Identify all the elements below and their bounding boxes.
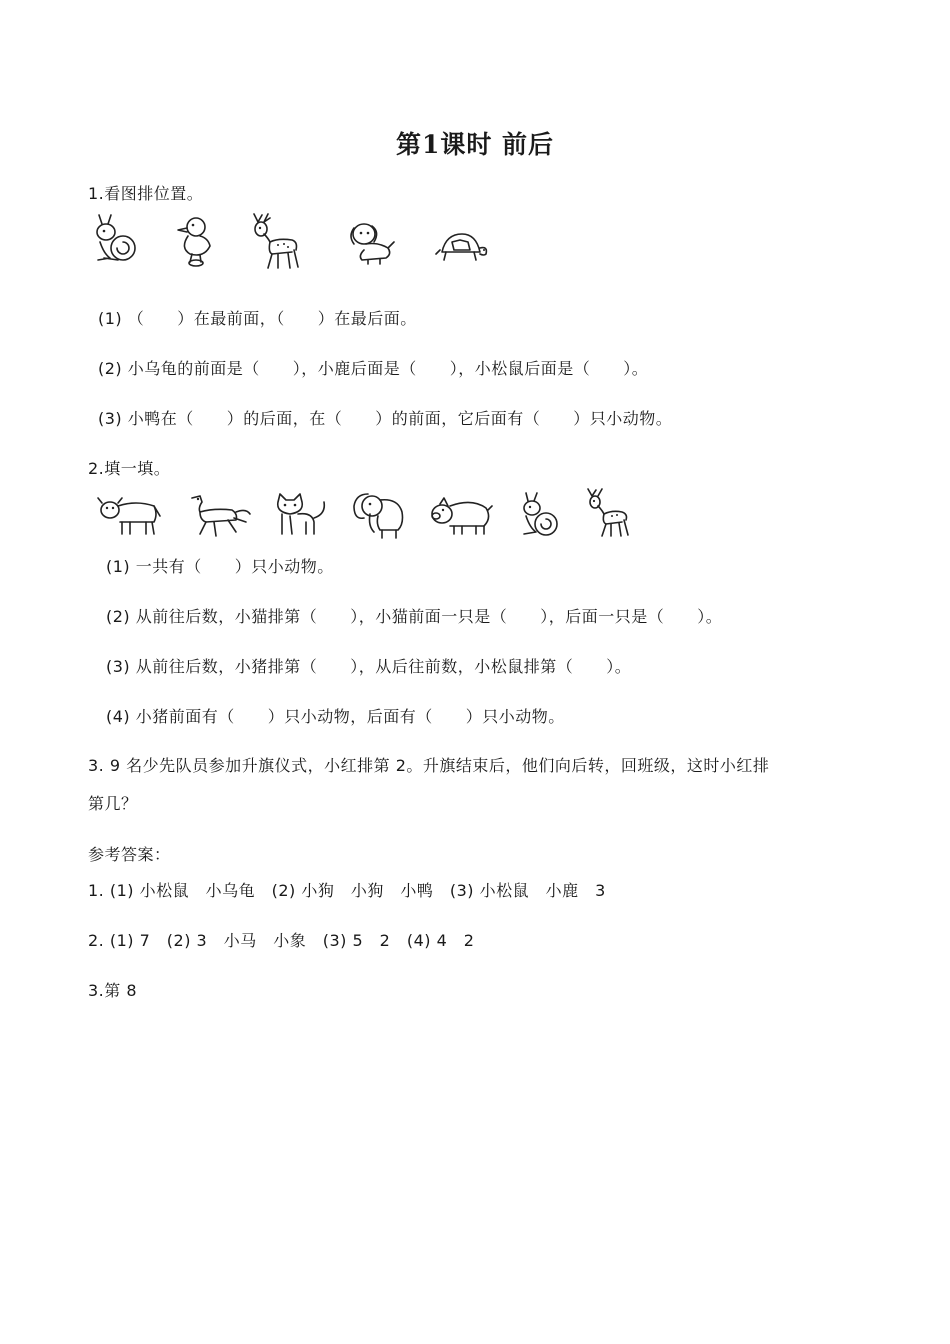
question-2-item-2: (2) 从前往后数，小猫排第（ ），小猫前面一只是（ ），后面一只是（ ）。	[106, 607, 723, 626]
cat-icon	[272, 494, 328, 540]
horse-icon	[186, 492, 252, 540]
cow-icon	[96, 492, 162, 538]
pig-icon	[428, 494, 494, 538]
question-3-line-1: 3. 9 名少先队员参加升旗仪式，小红排第 2。升旗结束后，他们向后转，回班级，这时小红排	[88, 756, 770, 775]
squirrel-icon	[90, 212, 140, 266]
answers-heading: 参考答案：	[88, 845, 171, 864]
answer-3: 3.第 8	[88, 981, 138, 1000]
answer-1: 1. (1) 小松鼠 小乌龟 (2) 小狗 小狗 小鸭 (3) 小松鼠 小鹿 3	[88, 881, 606, 900]
turtle-icon	[436, 228, 488, 264]
squirrel-icon	[518, 490, 562, 540]
page-title: 第1课时 前后	[395, 130, 555, 159]
deer-icon	[248, 212, 304, 270]
deer-icon	[584, 488, 632, 538]
question-2-item-1: (1) 一共有（ ）只小动物。	[106, 557, 334, 576]
question-1-heading: 1.看图排位置。	[88, 184, 204, 203]
answer-2: 2. (1) 7 (2) 3 小马 小象 (3) 5 2 (4) 4 2	[88, 931, 475, 950]
question-1-item-2: (2) 小乌龟的前面是（ ），小鹿后面是（ ），小松鼠后面是（ ）。	[98, 359, 649, 378]
dog-icon	[348, 220, 396, 264]
question-2-item-3: (3) 从前往后数，小猪排第（ ），从后往前数，小松鼠排第（ ）。	[106, 657, 632, 676]
question-2-heading: 2.填一填。	[88, 459, 171, 478]
duck-icon	[174, 214, 216, 268]
question-1-item-1: (1) （ ）在最前面，（ ）在最后面。	[98, 309, 417, 328]
question-3-line-2: 第几？	[88, 794, 138, 813]
question-2-item-4: (4) 小猪前面有（ ）只小动物，后面有（ ）只小动物。	[106, 707, 565, 726]
question-1-item-3: (3) 小鸭在（ ）的后面，在（ ）的前面，它后面有（ ）只小动物。	[98, 409, 673, 428]
elephant-icon	[350, 490, 406, 540]
